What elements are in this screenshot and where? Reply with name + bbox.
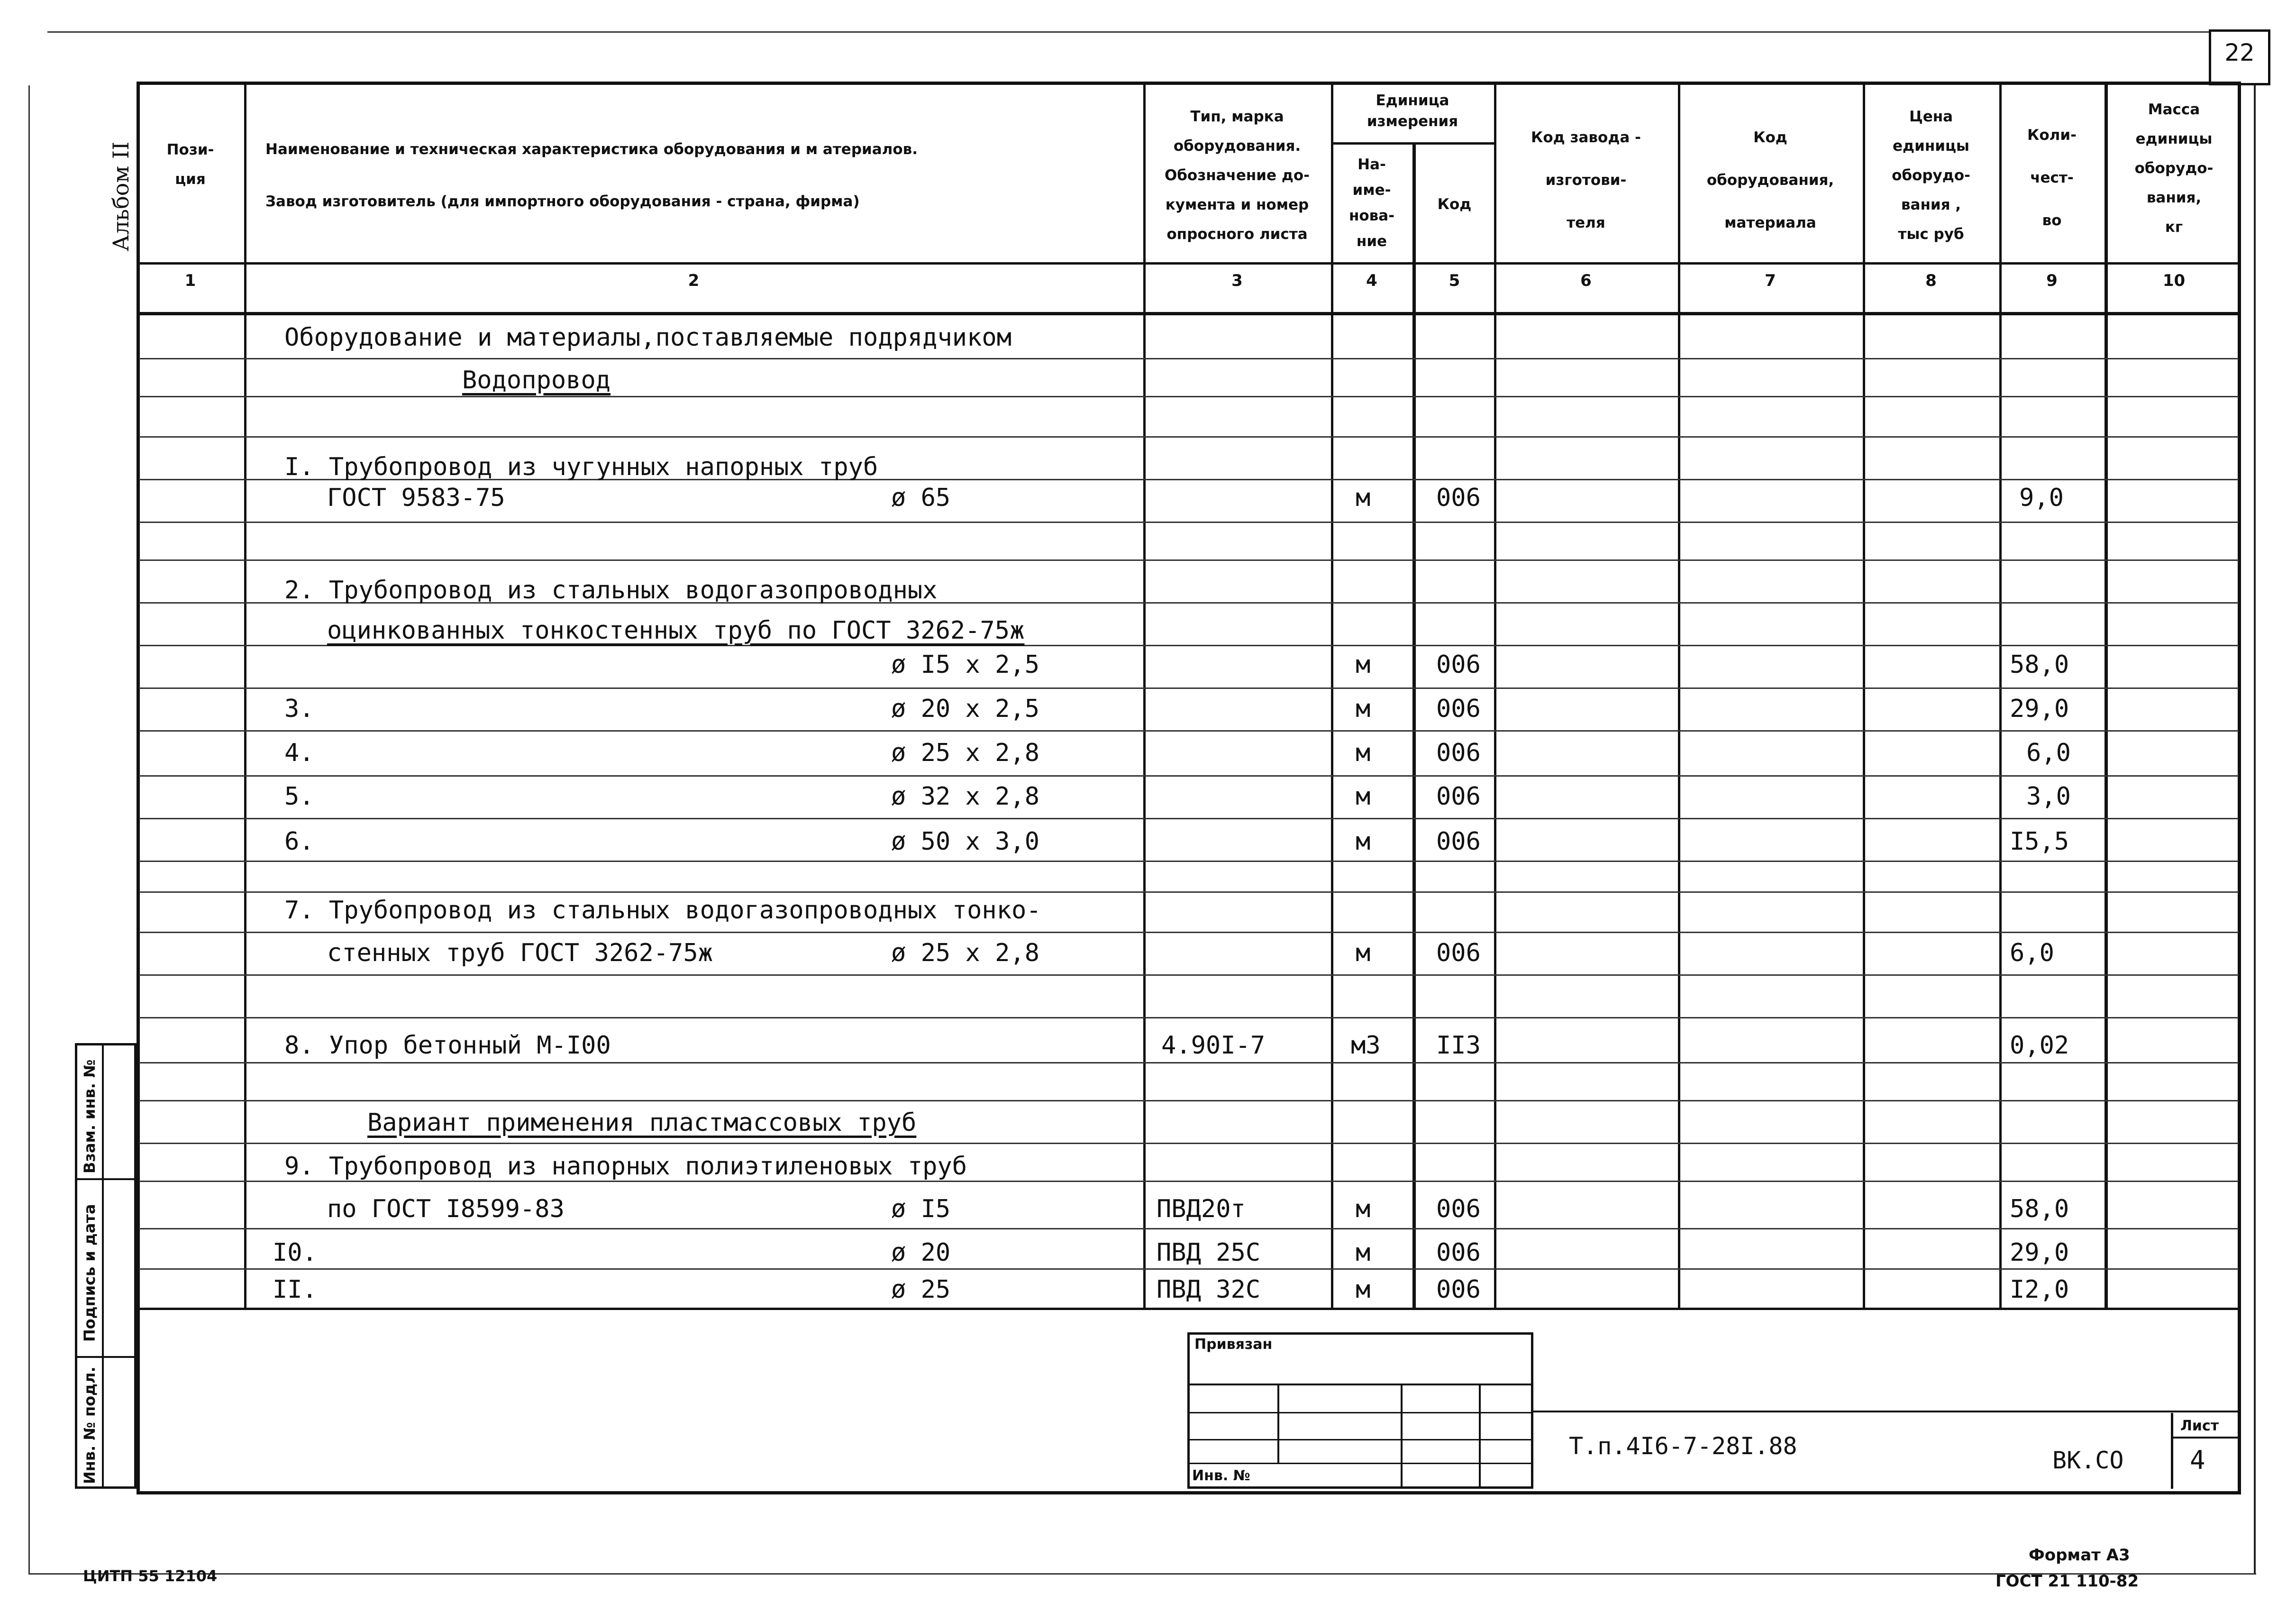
colnum-3: 3 <box>1231 271 1243 290</box>
side-stamp-divider-1 <box>75 1178 137 1180</box>
row-item-8-qty: 0,02 <box>2010 1031 2069 1060</box>
row-rule <box>139 1017 2239 1018</box>
row-item-7-cont: стенных труб ГОСТ 3262-75ж <box>327 939 713 967</box>
sheet-value: 4 <box>2190 1445 2205 1475</box>
col-line-7 <box>1863 82 1865 1309</box>
row-rule <box>139 1181 2239 1182</box>
footer-gost: ГОСТ 21 110-82 <box>1995 1572 2139 1591</box>
row-item-8-type: 4.90I-7 <box>1161 1031 1266 1060</box>
row-item-8: 8. Упор бетонный М-I00 <box>284 1031 611 1060</box>
left-outer-line <box>28 85 30 1574</box>
variant-heading: Вариант применения пластмассовых труб <box>367 1109 917 1137</box>
row-item-9: 9. Трубопровод из напорных полиэтиленовых труб <box>284 1152 967 1181</box>
header-col3: Тип, марка оборудования. Обозначение до- кумента и номер опросного листа <box>1164 108 1310 243</box>
doc-mark: ВК.СО <box>2052 1447 2124 1474</box>
doc-code: Т.п.4I6-7-28I.88 <box>1569 1432 1797 1460</box>
row-item-8-code: II3 <box>1436 1031 1481 1060</box>
row-item-11-qty: I2,0 <box>2010 1275 2069 1304</box>
row-item-11-unit: м <box>1356 1275 1371 1304</box>
stamp-vzam: Взам. инв. № <box>81 1059 99 1173</box>
row-item-7-unit: м <box>1356 939 1371 967</box>
colnum-6: 6 <box>1580 271 1592 290</box>
col-line-4 <box>1412 142 1416 1309</box>
row-item-3-code: 006 <box>1436 695 1481 723</box>
header-col7: Код оборудования, материала <box>1706 129 1834 231</box>
row-item-7: 7. Трубопровод из стальных водогазопроводных тонко- <box>284 896 1041 925</box>
row-rule <box>139 1062 2239 1063</box>
unit-header-split <box>1331 142 1494 145</box>
header-unit: Единица измерения <box>1367 92 1458 130</box>
row-rule <box>139 932 2239 933</box>
colnum-2: 2 <box>688 271 700 290</box>
row-item-6-diam: ø 50 x 3,0 <box>891 827 1040 856</box>
privyazan-h2 <box>1187 1412 1533 1413</box>
row-item-6: 6. <box>284 827 314 856</box>
header-bottom-line <box>137 262 2241 265</box>
row-rule <box>139 891 2239 893</box>
header-col8: Цена единицы оборудо- вания , тыс руб <box>1892 108 1970 243</box>
top-outer-line <box>47 31 2209 33</box>
row-item-3-qty: 29,0 <box>2010 695 2069 723</box>
colnum-8: 8 <box>1925 271 1937 290</box>
row-item-5: 5. <box>284 782 314 811</box>
row-item-11-type: ПВД 32С <box>1157 1275 1261 1304</box>
header-col4: На- име- нова- ние <box>1348 156 1395 250</box>
row-rule <box>139 687 2239 689</box>
col-line-8 <box>1999 82 2002 1309</box>
row-item-9-type: ПВД20т <box>1157 1195 1246 1223</box>
row-rule <box>139 645 2239 646</box>
row-rule <box>139 974 2239 976</box>
row-item-1-gost: ГОСТ 9583-75 <box>327 484 505 512</box>
col-line-9 <box>2105 82 2108 1309</box>
subsection-heading: Водопровод <box>462 366 611 394</box>
col-line-2 <box>1143 82 1146 1309</box>
row-item-1-diam: ø 65 <box>891 484 951 512</box>
row-item-2-unit: м <box>1356 651 1371 679</box>
row-rule <box>139 1143 2239 1144</box>
row-item-11-code: 006 <box>1436 1275 1481 1304</box>
row-item-3-unit: м <box>1356 695 1371 723</box>
privyazan-v1 <box>1277 1384 1279 1463</box>
col-line-6 <box>1678 82 1680 1309</box>
privyazan-h3 <box>1187 1439 1533 1440</box>
footer-format: Формат А3 <box>2029 1546 2130 1565</box>
bottom-outer-line <box>28 1573 2256 1575</box>
col-line-1 <box>244 82 246 1309</box>
footer-left: ЦИТП 55 12104 <box>83 1567 218 1585</box>
row-item-8-unit: м3 <box>1351 1031 1381 1060</box>
row-rule <box>139 1228 2239 1229</box>
right-outer-line <box>2254 85 2256 1574</box>
row-item-4-diam: ø 25 x 2,8 <box>891 739 1040 767</box>
row-item-9-unit: м <box>1356 1195 1371 1223</box>
row-rule <box>139 730 2239 732</box>
album-label: Альбом II <box>108 141 134 251</box>
privyazan-v2 <box>1401 1384 1403 1489</box>
row-item-9-qty: 58,0 <box>2010 1195 2069 1223</box>
colnum-9: 9 <box>2046 271 2058 290</box>
row-item-10: I0. <box>273 1238 317 1267</box>
header-col6: Код завода - изготови- теля <box>1531 129 1641 231</box>
header-col5: Код <box>1437 196 1472 213</box>
row-rule <box>139 1100 2239 1101</box>
privyazan-label: Привязан <box>1194 1336 1273 1353</box>
row-item-4: 4. <box>284 739 314 767</box>
side-stamp-divider-2 <box>75 1356 137 1358</box>
row-rule <box>139 436 2239 438</box>
section-heading: Оборудование и материалы,поставляемые подрядчиком <box>284 323 1012 352</box>
row-item-5-unit: м <box>1356 782 1371 811</box>
row-item-1-unit: м <box>1356 484 1371 512</box>
privyazan-box <box>1187 1332 1533 1489</box>
header-col1: Пози- ция <box>166 141 214 188</box>
row-rule <box>139 818 2239 819</box>
row-item-9-diam: ø I5 <box>891 1195 951 1223</box>
row-item-2-cont: оцинкованных тонкостенных труб по ГОСТ 3262-75ж <box>327 616 1025 645</box>
row-rule <box>139 775 2239 777</box>
colnum-4: 4 <box>1366 271 1377 290</box>
row-item-1-code: 006 <box>1436 484 1481 512</box>
row-item-2-diam: ø I5 x 2,5 <box>891 651 1040 679</box>
row-item-5-code: 006 <box>1436 782 1481 811</box>
inv-no-label: Инв. № <box>1192 1467 1250 1484</box>
row-item-1-qty: 9,0 <box>2019 484 2064 512</box>
col-line-5 <box>1494 82 1496 1309</box>
row-item-2-code: 006 <box>1436 651 1481 679</box>
header-col9: Коли- чест- во <box>2027 127 2077 229</box>
row-item-2-qty: 58,0 <box>2010 651 2069 679</box>
row-rule <box>139 396 2239 397</box>
header-col2: Наименование и техническая характеристика оборудования и м атериалов. Завод изготовитель (для импортного оборудования - страна, фирма) <box>265 141 918 210</box>
row-item-7-qty: 6,0 <box>2010 939 2054 967</box>
row-item-10-diam: ø 20 <box>891 1238 951 1267</box>
row-item-6-unit: м <box>1356 827 1371 856</box>
table-bottom-line <box>137 1308 2241 1310</box>
row-item-10-code: 006 <box>1436 1238 1481 1267</box>
row-item-6-qty: I5,5 <box>2010 827 2069 856</box>
row-item-11-diam: ø 25 <box>891 1275 951 1304</box>
colnum-5: 5 <box>1449 271 1460 290</box>
row-item-9-gost: по ГОСТ I8599-83 <box>327 1195 565 1223</box>
row-item-10-type: ПВД 25С <box>1157 1238 1261 1267</box>
row-item-9-code: 006 <box>1436 1195 1481 1223</box>
header-col10: Масса единицы оборудо- вания, кг <box>2134 101 2214 236</box>
sheet-label: Лист <box>2180 1418 2219 1434</box>
row-item-11: II. <box>273 1275 317 1304</box>
colnum-10: 10 <box>2162 271 2186 290</box>
privyazan-v3 <box>1479 1384 1481 1489</box>
colnum-7: 7 <box>1765 271 1776 290</box>
side-stamp-vline <box>102 1043 104 1489</box>
stamp-inv-podl: Инв. № подл. <box>81 1366 99 1484</box>
row-item-10-unit: м <box>1356 1238 1371 1267</box>
colnum-1: 1 <box>184 271 196 290</box>
row-item-5-diam: ø 32 x 2,8 <box>891 782 1040 811</box>
row-item-3: 3. <box>284 695 314 723</box>
row-item-6-code: 006 <box>1436 827 1481 856</box>
row-item-10-qty: 29,0 <box>2010 1238 2069 1267</box>
row-item-4-qty: 6,0 <box>2026 739 2071 767</box>
row-item-1: I. Трубопровод из чугунных напорных труб <box>284 453 878 481</box>
row-rule <box>139 358 2239 359</box>
row-rule <box>139 861 2239 862</box>
colnum-bottom-line <box>137 312 2241 315</box>
row-rule <box>139 1268 2239 1270</box>
row-item-2: 2. Трубопровод из стальных водогазопроводных <box>284 576 938 605</box>
row-item-5-qty: 3,0 <box>2026 782 2071 811</box>
row-item-4-code: 006 <box>1436 739 1481 767</box>
sheet-divider <box>2171 1437 2241 1439</box>
stamp-podpis: Подпись и дата <box>81 1204 99 1342</box>
row-item-3-diam: ø 20 x 2,5 <box>891 695 1040 723</box>
privyazan-h4 <box>1187 1463 1533 1464</box>
row-rule <box>139 522 2239 523</box>
row-rule <box>139 559 2239 561</box>
privyazan-h1 <box>1187 1384 1533 1385</box>
row-item-4-unit: м <box>1356 739 1371 767</box>
row-item-7-diam: ø 25 x 2,8 <box>891 939 1040 967</box>
title-block-top <box>1533 1411 2241 1412</box>
row-item-7-code: 006 <box>1436 939 1481 967</box>
page-number: 22 <box>2224 39 2255 66</box>
col-line-3 <box>1331 82 1333 1309</box>
